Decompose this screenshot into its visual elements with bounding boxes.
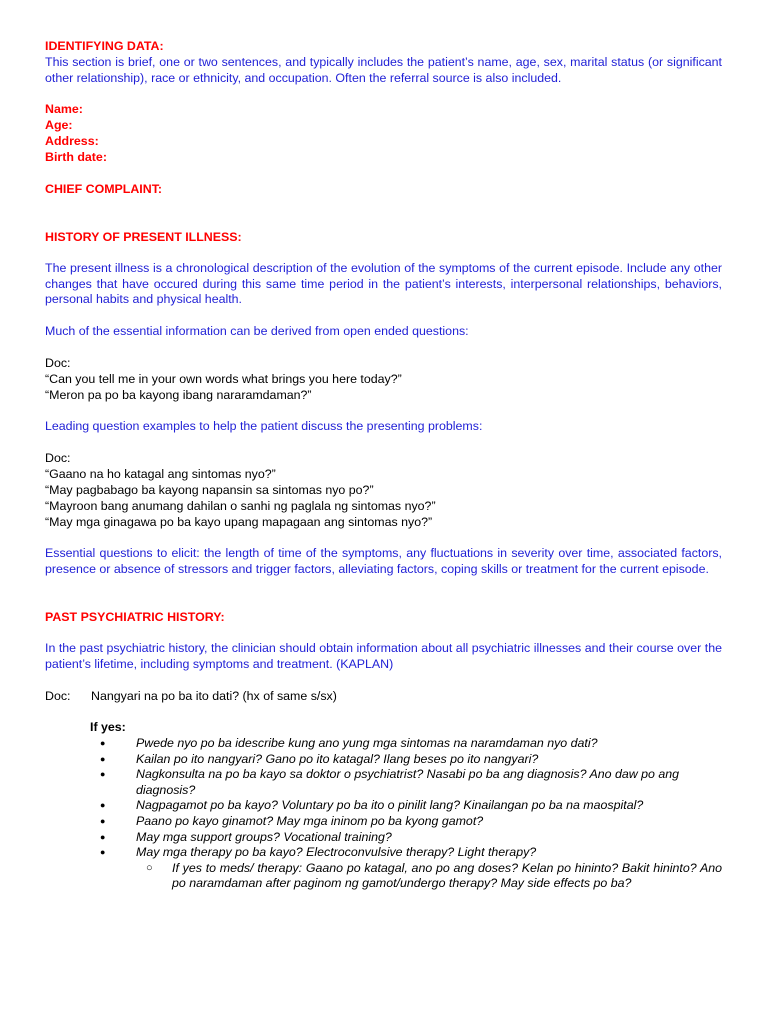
bullet-icon: ●: [100, 815, 106, 826]
doc-label: Doc:: [45, 689, 71, 703]
field-age: Age:: [45, 118, 73, 132]
leading-question-intro: Leading question examples to help the patient discuss the presenting problems:: [45, 419, 483, 433]
leading-question: “May pagbabago ba kayong napansin sa sintomas nyo po?”: [45, 483, 374, 497]
bullet-icon: ●: [100, 769, 106, 780]
leading-question: “Mayroon bang anumang dahilan o sanhi ng paglala ng sintomas nyo?”: [45, 499, 436, 513]
hpi-heading: HISTORY OF PRESENT ILLNESS:: [45, 230, 242, 244]
field-name: Name:: [45, 102, 83, 116]
sub-list-item: [136, 861, 722, 892]
bullet-icon: ●: [100, 753, 106, 764]
doc-label: Doc:: [45, 356, 71, 370]
hpi-open-ended-intro: Much of the essential information can be derived from open ended questions:: [45, 324, 469, 338]
list-item-text: Nagkonsulta na po ba kayo sa doktor o psychiatrist? Nasabi po ba ang diagnosis? Ano daw po ang diagnosis?: [136, 767, 680, 797]
if-yes-label: If yes:: [90, 720, 126, 734]
bullet-icon: ●: [100, 847, 106, 858]
list-item: [90, 845, 722, 892]
hollow-bullet-icon: ○: [146, 861, 153, 874]
hpi-paragraph: The present illness is a chronological description of the evolution of the symptoms of the current episode. Include any other changes that have occured during this same time period in the patient’s interests, interpersonal relationships, behaviors, personal habits and physical health.: [45, 261, 722, 307]
list-item: [90, 798, 722, 814]
list-item: [90, 752, 722, 768]
leading-question: “May mga ginagawa po ba kayo upang mapagaan ang sintomas nyo?”: [45, 515, 433, 529]
open-question: “Can you tell me in your own words what brings you here today?”: [45, 372, 402, 386]
doc-label: Doc:: [45, 451, 71, 465]
pph-doc-line: [45, 689, 722, 705]
if-yes-list: [90, 736, 722, 892]
list-item-text: Nagpagamot po ba kayo? Voluntary po ba ito o pinilit lang? Kinailangan po ba na maospital?: [136, 798, 644, 813]
identifying-data-heading: IDENTIFYING DATA:: [45, 39, 164, 53]
sub-list: [136, 861, 722, 892]
list-item: [90, 736, 722, 752]
pph-intro: In the past psychiatric history, the clinician should obtain information about all psychiatric illnesses and their course over the patient’s lifetime, including symptoms and treatment. (KAPLAN): [45, 641, 722, 671]
bullet-icon: ●: [100, 800, 106, 811]
essential-questions-paragraph: Essential questions to elicit: the length of time of the symptoms, any fluctuations in severity over time, associated factors, presence or absence of stressors and trigger factors, alleviating factors, coping skills or treatment for the current episode.: [45, 546, 722, 576]
doc-question: Nangyari na po ba ito dati? (hx of same s/sx): [91, 689, 337, 703]
list-item-text: Kailan po ito nangyari? Gano po ito katagal? Ilang beses po ito nangyari?: [136, 751, 539, 766]
sub-list-item-text: If yes to meds/ therapy: Gaano po katagal, ano po ang doses? Kelan po hininto? Bakit hininto? Ano po naramdaman after paginom ng gamot/undergo therapy? May side effects po ba?: [172, 860, 722, 891]
bullet-icon: ●: [100, 738, 106, 748]
bullet-icon: ●: [100, 831, 106, 842]
field-address: Address:: [45, 134, 99, 148]
list-item: [90, 830, 722, 846]
field-birth-date: Birth date:: [45, 150, 107, 164]
list-item-text: May mga therapy po ba kayo? Electroconvulsive therapy? Light therapy?: [136, 845, 537, 860]
list-item-text: May mga support groups? Vocational training?: [136, 829, 392, 844]
chief-complaint-heading: CHIEF COMPLAINT:: [45, 182, 163, 196]
list-item-text: Pwede nyo po ba idescribe kung ano yung mga sintomas na naramdaman nyo dati?: [136, 736, 598, 750]
open-question: “Meron pa po ba kayong ibang nararamdaman?”: [45, 388, 312, 402]
identifying-data-intro: This section is brief, one or two sentences, and typically includes the patient’s name, age, sex, marital status (or significant other relationship), race or ethnicity, and occupation. Often the referral source is also included.: [45, 55, 722, 85]
pph-heading: PAST PSYCHIATRIC HISTORY:: [45, 610, 225, 624]
list-item-text: Paano po kayo ginamot? May mga ininom po ba kyong gamot?: [136, 813, 484, 828]
list-item: [90, 814, 722, 830]
leading-question: “Gaano na ho katagal ang sintomas nyo?”: [45, 467, 276, 481]
list-item: [90, 767, 722, 798]
